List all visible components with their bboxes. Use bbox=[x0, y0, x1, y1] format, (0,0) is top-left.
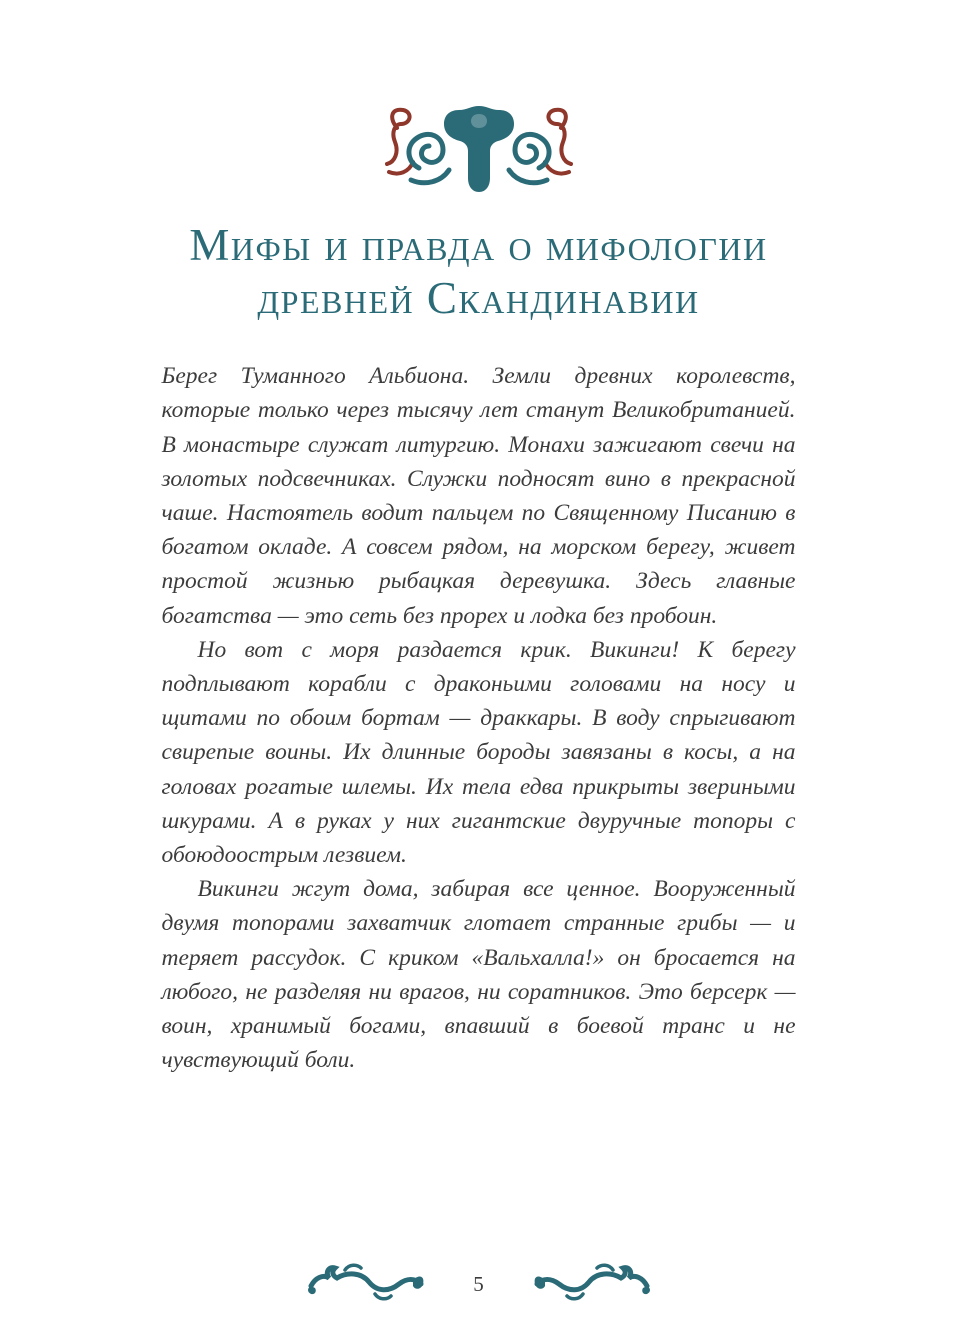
chapter-body bbox=[162, 359, 796, 1077]
paragraph-2: Но вот с моря раздается крик. Викинги! К берегу подплывают корабли с драконьими головами на носу и щитами по обоим бортам — драккары. В воду спрыгивают свирепые воины. Их длинные бороды завязаны в косы, а на головах рогатые шлемы. Их тела едва прикрыты звериными шкурами. А в руках у них гигантские двуручные топоры с обоюдоострым лезвием. bbox=[161, 636, 796, 869]
thors-hammer-icon bbox=[359, 102, 599, 198]
chapter-title-line-2: древней Скандинавии bbox=[257, 273, 700, 324]
paragraph-3: Викинги жгут дома, забирая все ценное. Вооруженный двумя топорами захватчик глотает странные грибы — и теряет рассудок. С криком «Вальхалла!» он бросается на любого, не разделяя ни врагов, ни соратников. Это берсерк — воин, хранимый богами, впавший в боевой транс и не чувствующий боли. bbox=[161, 876, 796, 1074]
page-footer bbox=[0, 1254, 957, 1314]
thors-hammer-ornament-icon bbox=[359, 102, 599, 203]
page-number: 5 bbox=[473, 1271, 484, 1296]
book-page bbox=[0, 102, 957, 1342]
chapter-title-line-1: Мифы и правда о мифологии bbox=[189, 220, 768, 270]
dragon-right-icon bbox=[531, 1260, 653, 1309]
dragon-left-icon bbox=[305, 1260, 427, 1309]
paragraph-1: Берег Туманного Альбиона. Земли древних королевств, которые только через тысячу лет станут Великобританией. В монастыре служат литургию. Монахи зажигают свечи на золотых подсвечниках. Служки подносят вино в прекрасной чаше. Настоятель водит пальцем по Священному Писанию в богатом окладе. А совсем рядом, на морском берегу, живет простой жизнью рыбацкая деревушка. Здесь главные богатства — это сеть без прорех и лодка без пробоин. bbox=[161, 363, 796, 629]
chapter-title bbox=[119, 219, 839, 325]
